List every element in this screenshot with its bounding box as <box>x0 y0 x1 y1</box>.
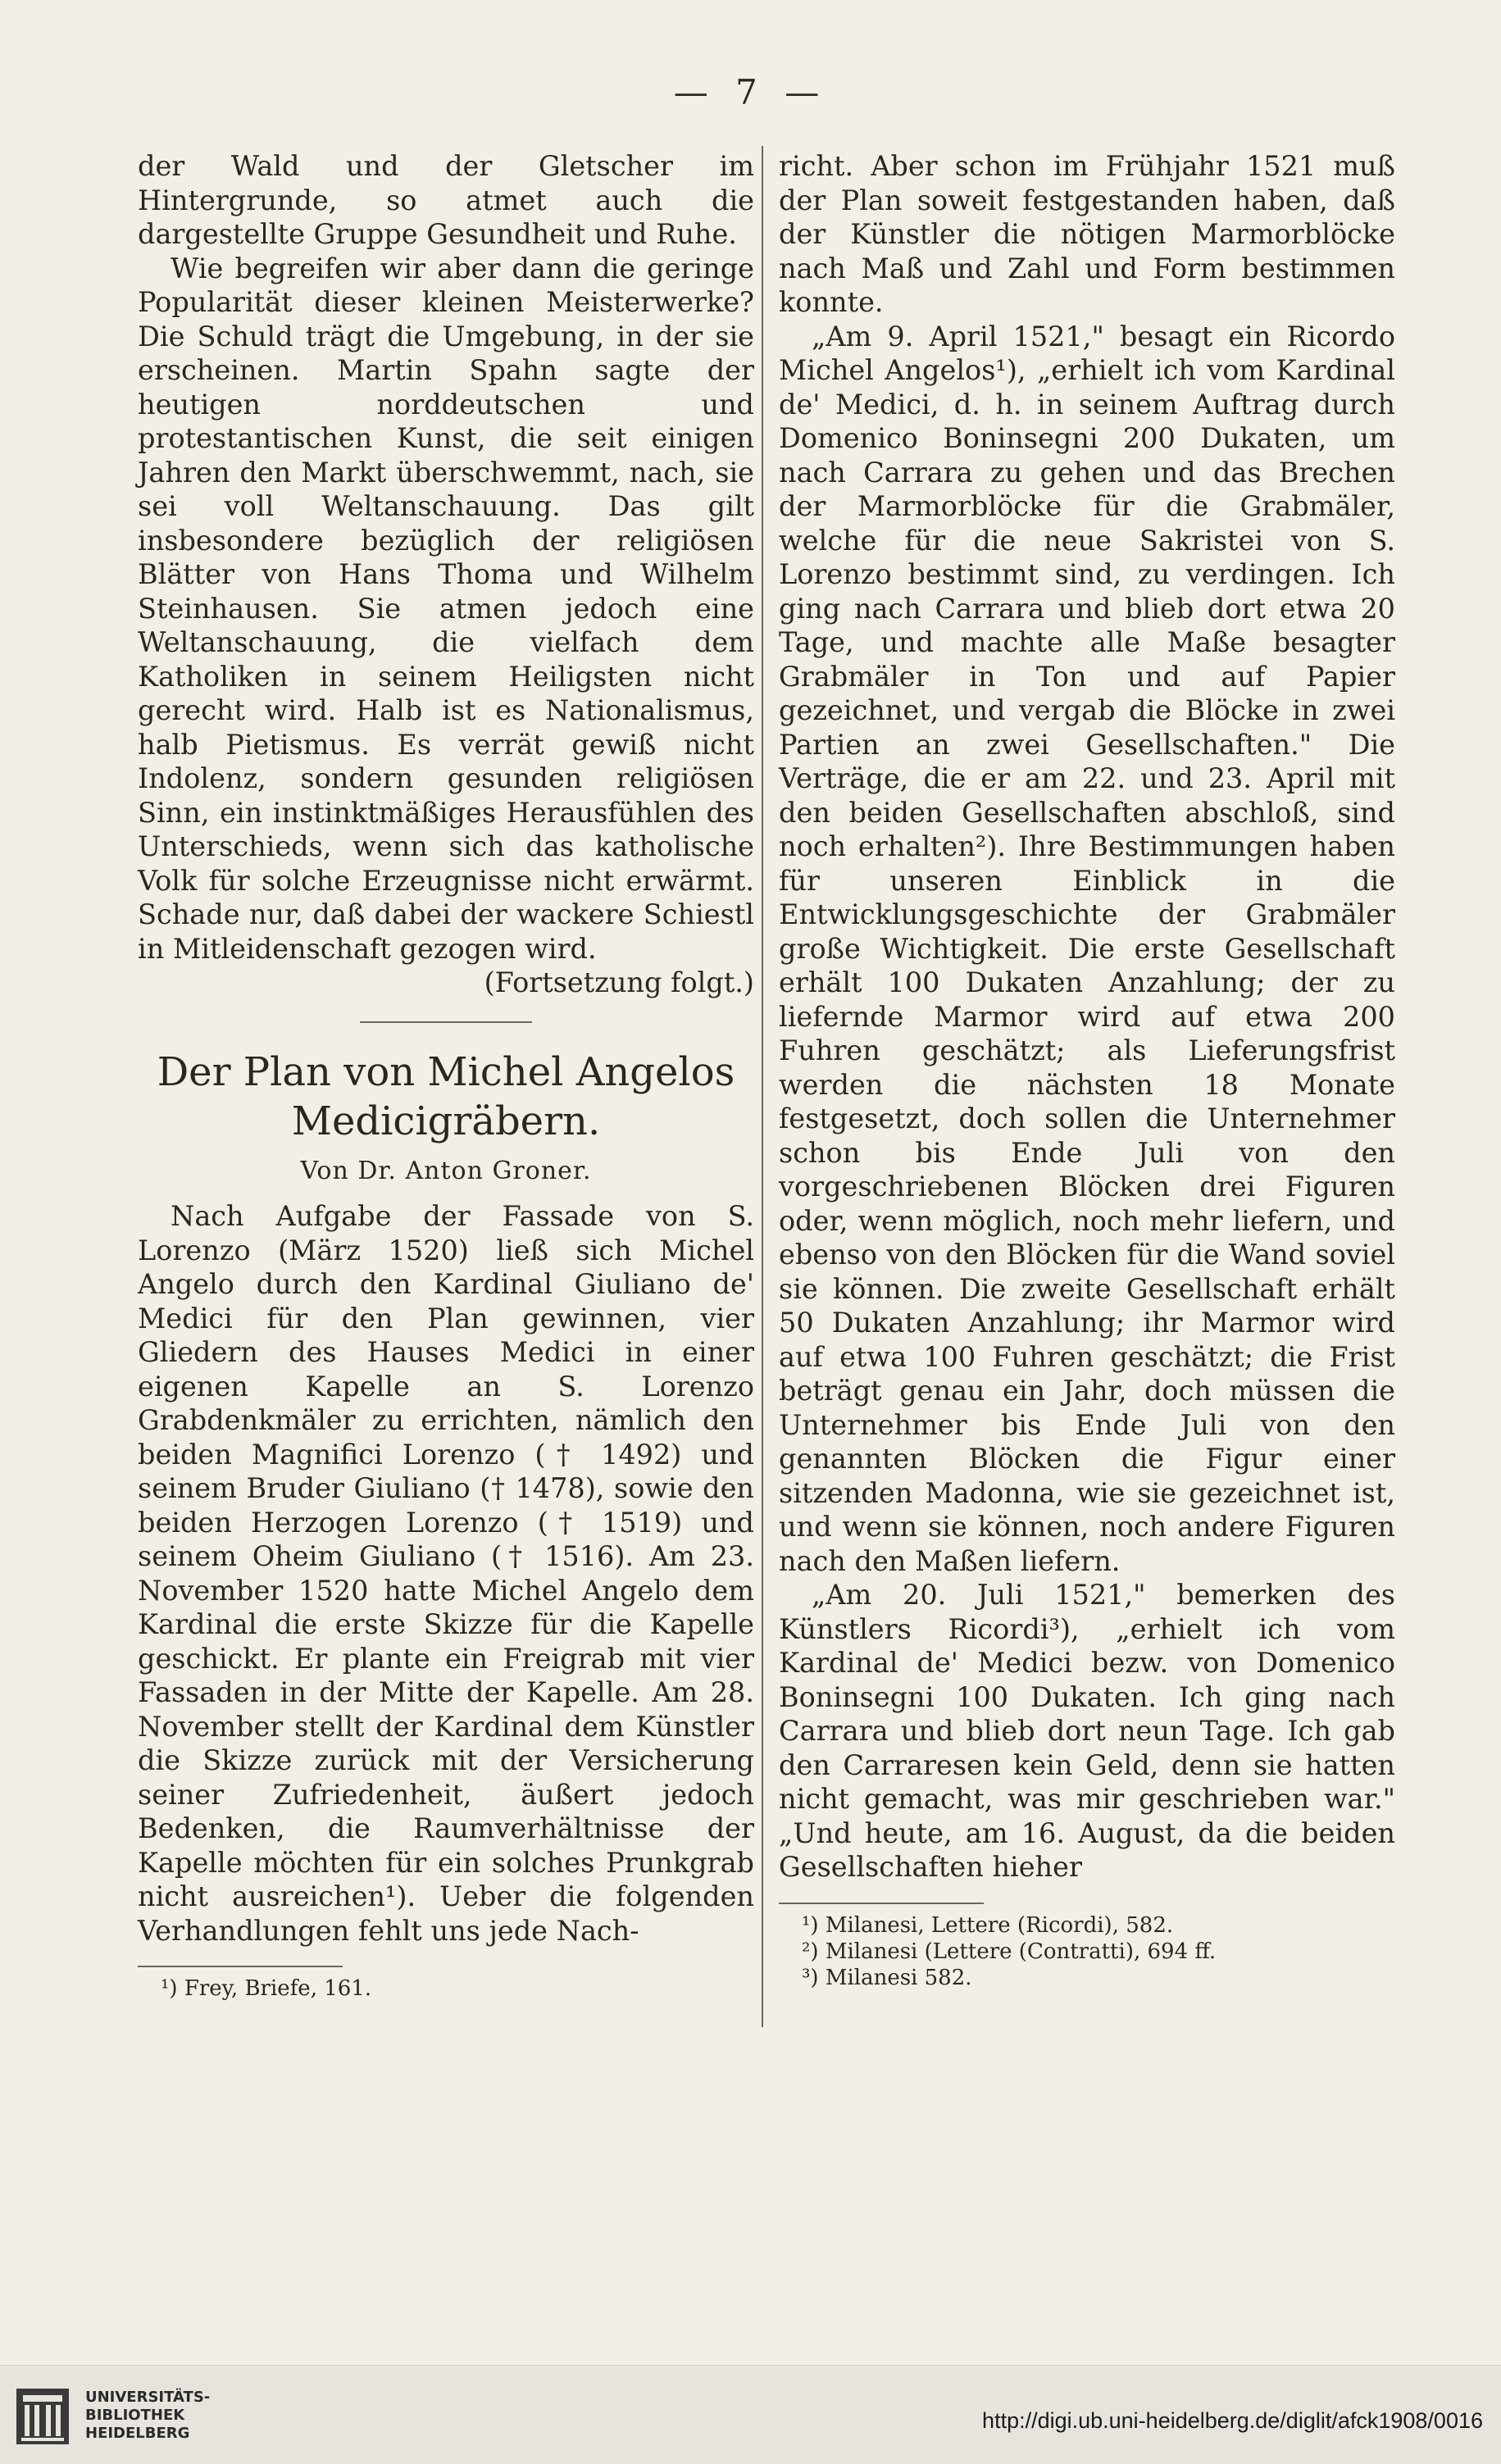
footnote: ³) Milanesi 582. <box>802 1965 972 1990</box>
footnote: ²) Milanesi (Lettere (Contratti), 694 ff. <box>802 1939 1217 1964</box>
paragraph: Wie begreifen wir aber dann die geringe Popularität dieser kleinen Meisterwerke? Die Schuld trägt die Umgebung, in der sie erscheinen. Martin Spahn sagte der heutigen norddeutschen und protestantischen Kunst, die seit einigen Jahren den Markt überschwemmt, nach, sie sei voll Weltanschauung. Das gilt insbesondere bezüglich der religiösen Blätter von Hans Thoma und Wilhelm Steinhausen. Sie atmen jedoch eine Weltanschauung, die vielfach dem Katholiken in seinem Heiligsten nicht gerecht wird. Halb ist es Nationalismus, halb Pietismus. Es verrät gewiß nicht Indolenz, sondern gesunden religiösen Sinn, ein instinktmäßiges Herausfühlen des Unterschieds, wenn sich das katholische Volk für solche Erzeugnisse nicht erwärmt. Schade nur, daß dabei der wackere Schiestl in Mitleidenschaft gezogen wird. <box>138 252 754 965</box>
footnote-divider <box>138 1966 343 1967</box>
continuation-note: (Fortsetzung folgt.) <box>484 966 754 998</box>
paragraph: „Am 9. April 1521," besagt ein Ricordo Michel Angelos¹), „erhielt ich vom Kardinal de' Medici, d. h. in seinem Auftrag durch Domenico Boninsegni 200 Dukaten, um nach Carrara zu gehen und das Brechen der Marmorblöcke für die Grabmäler, welche für die neue Sakristei von S. Lorenzo bestimmt sind, zu verdingen. Ich ging nach Carrara und blieb dort etwa 20 Tage, und machte alle Maße besagter Grabmäler in Ton und auf Papier gezeichnet, und vergab die Blöcke in zwei Partien an zwei Gesellschaften." Die Verträge, die er am 22. und 23. April mit den beiden Gesellschaften abschloß, sind noch erhalten²). Ihre Bestimmungen haben für unseren Einblick in die Entwicklungsgeschichte der Grabmäler große Wichtigkeit. Die erste Gesellschaft erhält 100 Dukaten Anzahlung; der zu liefernde Marmor wird auf etwa 200 Fuhren geschätzt; als Lieferungsfrist werden die nächsten 18 Monate festgesetzt, doch sollen die Unternehmer schon bis Ende Juli von den vorgeschriebenen Blöcken drei Figuren oder, wenn möglich, noch mehr liefern, und ebenso von den Blöcken für die Wand soviel sie können. Die zweite Gesellschaft erhält 50 Dukaten Anzahlung; ihr Marmor wird auf etwa 100 Fuhren geschätzt; die Frist beträgt genau ein Jahr, doch müssen die Unternehmer bis Ende Juli von den genannten Blöcken die Figur einer sitzenden Madonna, wie sie gezeichnet ist, und wenn sie können, noch andere Figuren nach den Maßen liefern. <box>779 320 1395 1577</box>
source-url-link[interactable]: http://digi.ub.uni-heidelberg.de/diglit/afck1908/0016 <box>982 2408 1483 2433</box>
article-byline: Von Dr. Anton Groner. <box>300 1156 592 1185</box>
paragraph: richt. Aber schon im Frühjahr 1521 muß der Plan soweit festgestanden haben, daß der Künstler die nötigen Marmorblöcke nach Maß und Zahl und Form bestimmen konnte. <box>779 150 1395 318</box>
paragraph: Nach Aufgabe der Fassade von S. Lorenzo (März 1520) ließ sich Michel Angelo durch den Kardinal Giuliano de' Medici für den Plan gewinnen, vier Gliedern des Hauses Medici in einer eigenen Kapelle an S. Lorenzo Grabdenkmäler zu errichten, nämlich den beiden Magnifici Lorenzo († 1492) und seinem Bruder Giuliano († 1478), sowie den beiden Herzogen Lorenzo († 1519) und seinem Oheim Giuliano († 1516). Am 23. November 1520 hatte Michel Angelo dem Kardinal die erste Skizze für die Kapelle geschickt. Er plante ein Freigrab mit vier Fassaden in der Mitte der Kapelle. Am 28. November stellt der Kardinal dem Künstler die Skizze zurück mit der Versicherung seiner Zufriedenheit, äußert jedoch Bedenken, die Raumverhältnisse der Kapelle möchten für ein solches Prunkgrab nicht ausreichen¹). Ueber die folgenden Verhandlungen fehlt uns jede Nach- <box>138 1200 754 1947</box>
page-number: — 7 — <box>673 72 828 112</box>
university-library-logo-icon <box>15 2387 71 2446</box>
footnote-divider <box>779 1903 984 1904</box>
library-footer <box>0 2365 1501 2464</box>
article-title: Der Plan von Michel Angelos Medicigräbern. <box>157 1048 735 1144</box>
footnote: ¹) Frey, Briefe, 161. <box>161 1976 372 2001</box>
left-column <box>138 149 754 2002</box>
paragraph: der Wald und der Gletscher im Hintergrunde, so atmet auch die dargestellte Gruppe Gesundheit und Ruhe. <box>138 150 754 250</box>
paragraph: „Am 20. Juli 1521," bemerken des Künstlers Ricordi³), „erhielt ich vom Kardinal de' Medici bezw. von Domenico Boninsegni 100 Dukaten. Ich ging nach Carrara und blieb dort neun Tage. Ich gab den Carraresen kein Geld, denn sie hatten nicht gemacht, was mir geschrieben war." „Und heute, am 16. August, da die beiden Gesellschaften hieher <box>779 1579 1395 1883</box>
footnote: ¹) Milanesi, Lettere (Ricordi), 582. <box>802 1912 1174 1938</box>
column-divider <box>762 146 763 2027</box>
section-divider <box>360 1021 532 1023</box>
institution-name: UNIVERSITÄTS- BIBLIOTHEK HEIDELBERG <box>85 2389 211 2442</box>
right-column <box>779 149 1395 1991</box>
